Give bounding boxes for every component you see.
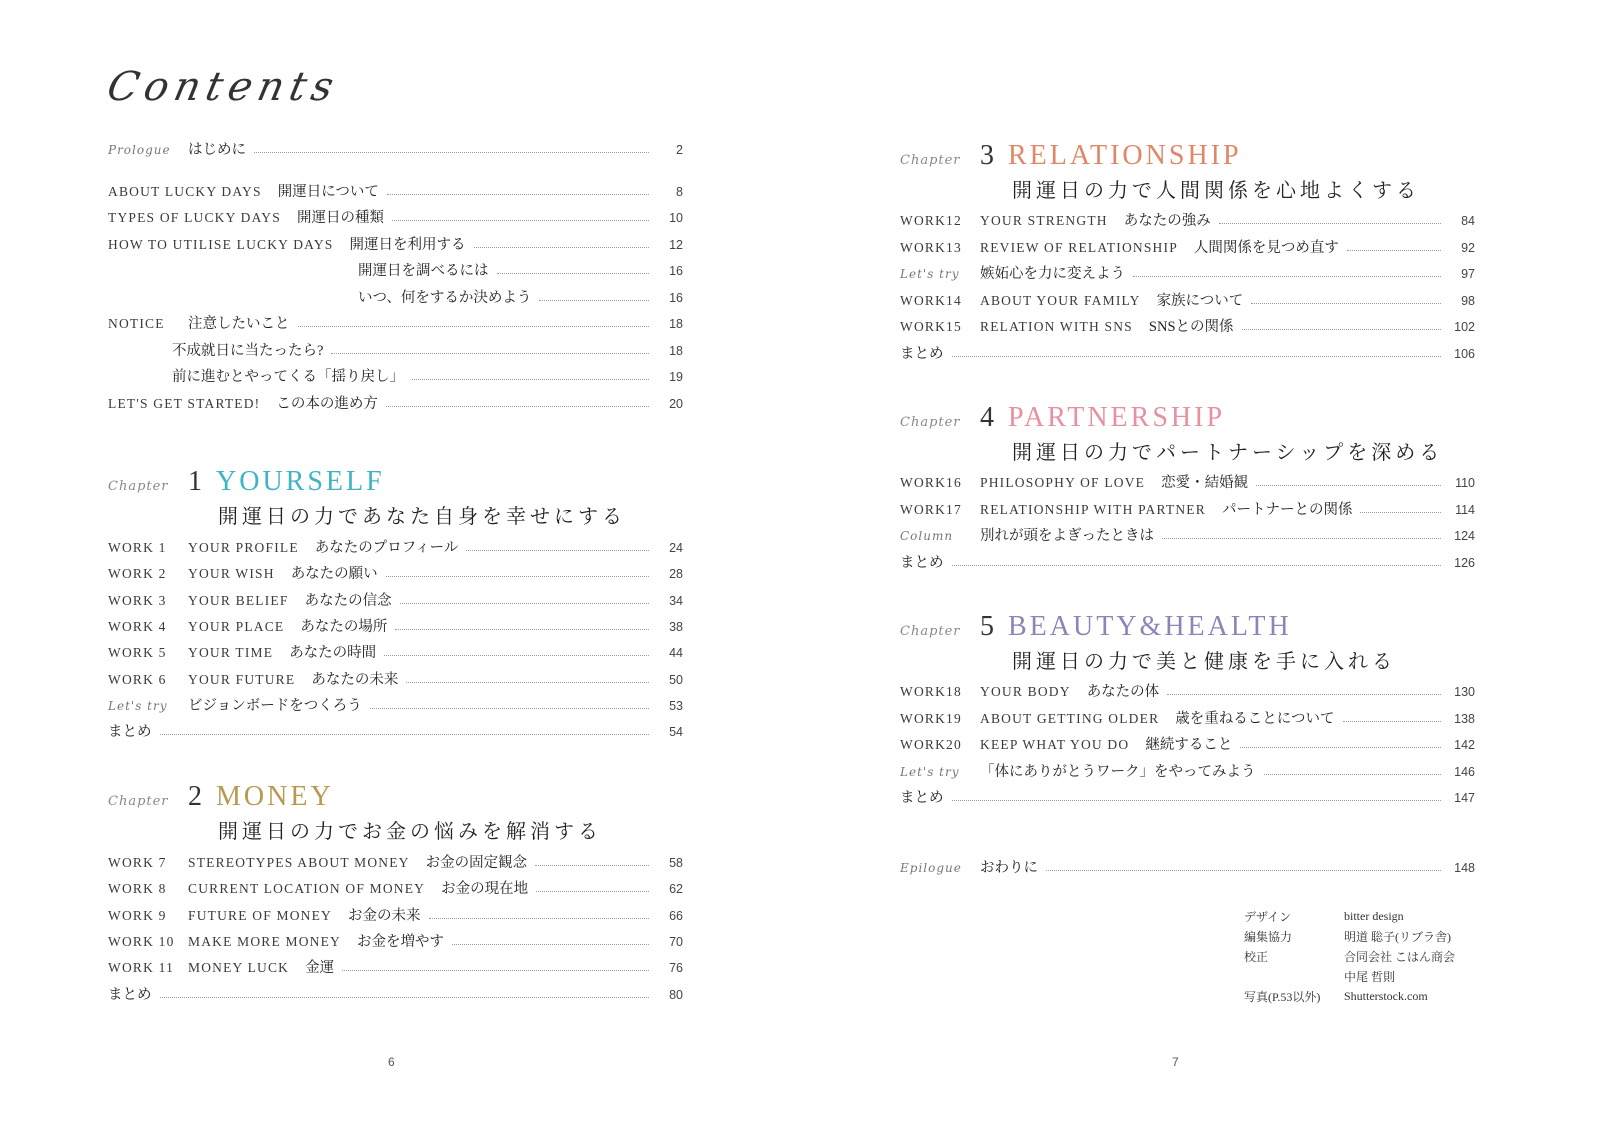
- page-ref: 142: [1454, 738, 1475, 752]
- leader-dots: [298, 325, 650, 327]
- toc-en-label: WORK 7: [108, 855, 167, 870]
- toc-jp: 開運日を利用する: [349, 237, 466, 253]
- toc-en-label: WORK 5: [108, 645, 167, 661]
- leader-dots: [952, 355, 1442, 357]
- credit-label: 写真(P.53以外): [1244, 989, 1321, 1004]
- toc-jp: 不成就日に当たったら?: [172, 343, 324, 359]
- page-ref: 70: [669, 934, 683, 949]
- credit-row: [1244, 986, 1455, 1006]
- toc-row[interactable]: [108, 233, 683, 255]
- toc-jp: お金を増やす: [357, 933, 444, 950]
- leader-dots: [386, 405, 649, 407]
- toc-row-prologue[interactable]: [108, 138, 683, 160]
- credit-value: 明道 聡子(リブラ舎): [1344, 929, 1451, 944]
- leader-dots: [160, 996, 650, 998]
- toc-jp: あなたの体: [1086, 684, 1160, 700]
- toc-row[interactable]: [108, 589, 683, 611]
- toc-row[interactable]: [900, 733, 1475, 755]
- toc-row[interactable]: [108, 983, 683, 1005]
- page-ref: 10: [669, 211, 683, 225]
- toc-jp: SNSとの関係: [1148, 319, 1234, 335]
- page-ref: 110: [1455, 476, 1475, 490]
- toc-en-label: ABOUT LUCKY DAYS: [108, 184, 262, 199]
- toc-en-label: TYPES OF LUCKY DAYS: [108, 210, 281, 225]
- toc-en-label: WORK 8: [108, 881, 167, 897]
- toc-jp: 「体にありがとうワーク」をやってみよう: [980, 763, 1256, 780]
- toc-row[interactable]: [900, 786, 1475, 808]
- toc-jp: あなたの未来: [311, 671, 399, 688]
- toc-en-label: LET'S GET STARTED!: [108, 396, 261, 411]
- chapter-2-heading: [108, 781, 334, 813]
- leader-dots: [952, 564, 1442, 566]
- toc-jp: お金の未来: [348, 907, 421, 924]
- leader-dots: [331, 352, 649, 354]
- toc-en-label: WORK 11: [108, 960, 175, 976]
- chapter-1-subtitle: 開運日の力であなた自身を幸せにする: [218, 506, 626, 528]
- toc-row[interactable]: [900, 315, 1475, 337]
- toc-row[interactable]: [108, 312, 683, 334]
- contents-title: Contents: [103, 64, 344, 110]
- toc-row[interactable]: [900, 707, 1475, 729]
- leader-dots: [254, 151, 649, 153]
- chapter-1-heading: [108, 466, 385, 498]
- leader-dots: [1219, 222, 1441, 224]
- leader-dots: [1251, 302, 1441, 304]
- chapter-5-heading: [900, 611, 1292, 643]
- chapter-title: MONEY: [216, 781, 334, 812]
- toc-en-label: WORK17: [900, 501, 962, 517]
- toc-en-label: WORK 2: [108, 566, 167, 582]
- leader-dots: [406, 681, 649, 683]
- page-ref: 2: [676, 143, 683, 157]
- leader-dots: [1162, 537, 1441, 539]
- toc-jp: あなたの信念: [304, 592, 392, 609]
- toc-row[interactable]: [108, 615, 683, 637]
- toc-row[interactable]: [900, 289, 1475, 311]
- toc-row[interactable]: [108, 339, 683, 361]
- toc-row[interactable]: [108, 180, 683, 202]
- toc-jp: 注意したいこと: [188, 316, 290, 332]
- toc-jp: 開運日を調べるには: [358, 263, 489, 279]
- toc-jp: この本の進め方: [276, 396, 378, 412]
- toc-jp: お金の現在地: [441, 881, 529, 898]
- chapter-word: Chapter: [900, 153, 961, 168]
- toc-en-title: RELATION WITH SNS: [980, 319, 1133, 334]
- toc-en-label: WORK 9: [108, 907, 167, 923]
- credit-label: 編集協力: [1244, 929, 1293, 944]
- toc-row[interactable]: [900, 551, 1475, 573]
- toc-en-title: MONEY LUCK: [188, 960, 290, 976]
- toc-jp: あなたの場所: [300, 618, 388, 635]
- toc-jp: あなたのプロフィール: [314, 540, 459, 556]
- page-ref: 126: [1454, 555, 1475, 570]
- toc-en-label: NOTICE: [108, 316, 165, 331]
- page-ref: 58: [669, 856, 683, 870]
- leader-dots: [400, 602, 649, 604]
- chapter-4-subtitle: 開運日の力でパートナーシップを深める: [1012, 442, 1444, 464]
- chapter-word: Chapter: [108, 479, 169, 494]
- page-ref: 102: [1454, 320, 1475, 334]
- toc-jp: まとめ: [108, 724, 152, 741]
- page-ref: 20: [669, 397, 683, 411]
- toc-jp: 歳を重ねることについて: [1175, 710, 1335, 727]
- toc-row[interactable]: [108, 286, 683, 308]
- chapter-3-subtitle: 開運日の力で人間関係を心地よくする: [1012, 180, 1420, 202]
- leader-dots: [1360, 511, 1441, 513]
- page-ref: 19: [669, 370, 683, 384]
- toc-jp: 開運日の種類: [296, 210, 384, 226]
- toc-en-label: WORK 10: [108, 933, 175, 949]
- leader-dots: [1046, 869, 1441, 871]
- page-ref: 124: [1454, 529, 1475, 543]
- toc-en-title: YOUR WISH: [188, 566, 275, 582]
- page-ref: 8: [676, 185, 683, 199]
- chapter-number: 3: [980, 140, 994, 171]
- page-number-right: 7: [1172, 1055, 1179, 1069]
- page-ref: 66: [669, 908, 683, 923]
- page-ref: 148: [1454, 861, 1475, 875]
- page-ref: 84: [1461, 214, 1475, 228]
- toc-en-label: WORK13: [900, 239, 962, 255]
- toc-row[interactable]: [108, 365, 683, 387]
- credit-row: [1244, 946, 1455, 966]
- credit-value: 合同会社 こはん商会: [1344, 949, 1456, 964]
- toc-row[interactable]: [900, 342, 1475, 364]
- toc-jp: あなたの願い: [290, 566, 378, 583]
- credit-value: 中尾 哲則: [1344, 969, 1396, 984]
- toc-row[interactable]: [108, 206, 683, 228]
- leader-dots: [466, 549, 649, 551]
- chapter-word: Chapter: [108, 794, 169, 809]
- toc-en-title: PHILOSOPHY OF LOVE: [980, 475, 1146, 490]
- toc-row[interactable]: [900, 760, 1475, 782]
- toc-jp: 恋愛・結婚観: [1161, 475, 1249, 491]
- toc-en-label: HOW TO UTILISE LUCKY DAYS: [108, 237, 334, 252]
- toc-row[interactable]: [108, 904, 683, 926]
- toc-jp: お金の固定観念: [425, 855, 528, 871]
- leader-dots: [1347, 249, 1441, 251]
- toc-jp: まとめ: [900, 345, 944, 362]
- leader-dots: [412, 378, 649, 380]
- leader-dots: [386, 575, 649, 577]
- page-ref: 147: [1454, 791, 1475, 805]
- toc-jp: はじめに: [188, 142, 246, 158]
- toc-row[interactable]: [900, 236, 1475, 258]
- leader-dots: [370, 707, 649, 709]
- leader-dots: [342, 969, 649, 971]
- leader-dots: [535, 864, 649, 866]
- toc-en-title: CURRENT LOCATION OF MONEY: [188, 881, 426, 897]
- page-ref: 146: [1454, 764, 1475, 779]
- page-ref: 16: [669, 264, 683, 278]
- leader-dots: [395, 628, 649, 630]
- toc-row[interactable]: [900, 524, 1475, 546]
- leader-dots: [1242, 328, 1441, 330]
- credit-label: 校正: [1244, 949, 1269, 964]
- leader-dots: [952, 799, 1442, 801]
- chapter-3-heading: [900, 140, 1242, 172]
- leader-dots: [429, 917, 649, 919]
- leader-dots: [387, 193, 649, 195]
- toc-row[interactable]: [108, 694, 683, 716]
- chapter-5-subtitle: 開運日の力で美と健康を手に入れる: [1012, 651, 1396, 673]
- toc-jp: 開運日について: [277, 184, 379, 200]
- toc-jp: まとめ: [108, 986, 152, 1003]
- leader-dots: [1167, 693, 1441, 695]
- toc-en-title: YOUR FUTURE: [188, 671, 296, 687]
- page-ref: 106: [1454, 346, 1475, 361]
- toc-row[interactable]: [108, 259, 683, 281]
- prologue-script: Prologue: [108, 143, 171, 157]
- lets-try-script: Column: [900, 529, 954, 543]
- page-ref: 97: [1461, 267, 1475, 281]
- toc-jp: ビジョンボードをつくろう: [188, 697, 362, 714]
- toc-en-label: WORK 4: [108, 618, 167, 634]
- toc-en-title: YOUR STRENGTH: [980, 213, 1108, 228]
- toc-jp: まとめ: [900, 790, 944, 806]
- toc-en-label: WORK 6: [108, 671, 167, 687]
- page-ref: 34: [669, 593, 683, 608]
- credits-block: [1244, 906, 1455, 1006]
- toc-en-label: WORK15: [900, 319, 962, 334]
- toc-en-title: ABOUT YOUR FAMILY: [980, 292, 1141, 308]
- chapter-word: Chapter: [900, 415, 961, 430]
- toc-row[interactable]: [900, 262, 1475, 284]
- page-number-left: 6: [388, 1055, 395, 1069]
- chapter-title: BEAUTY&HEALTH: [1008, 611, 1292, 642]
- chapter-number: 5: [980, 611, 994, 642]
- page-ref: 28: [669, 567, 683, 582]
- toc-row[interactable]: [108, 956, 683, 978]
- leader-dots: [160, 733, 650, 735]
- page-ref: 44: [669, 646, 683, 661]
- credit-label: デザイン: [1244, 909, 1292, 924]
- chapter-number: 4: [980, 402, 994, 433]
- toc-en-title: STEREOTYPES ABOUT MONEY: [188, 855, 410, 870]
- credit-row: [1244, 906, 1455, 926]
- credit-row: [1244, 926, 1455, 946]
- chapter-title: YOURSELF: [216, 466, 385, 497]
- toc-en-label: WORK 3: [108, 592, 167, 608]
- leader-dots: [1264, 773, 1442, 775]
- leader-dots: [536, 890, 649, 892]
- chapter-title: RELATIONSHIP: [1008, 140, 1242, 171]
- page-ref: 138: [1454, 711, 1475, 726]
- leader-dots: [1256, 484, 1441, 486]
- page-ref: 130: [1454, 685, 1475, 699]
- toc-jp: いつ、何をするか決めよう: [358, 290, 532, 306]
- toc-en-title: YOUR PROFILE: [188, 540, 299, 555]
- toc-row[interactable]: [108, 668, 683, 690]
- toc-en-title: RELATIONSHIP WITH PARTNER: [980, 501, 1206, 517]
- credit-value: bitter design: [1344, 908, 1404, 923]
- page-ref: 76: [669, 961, 683, 976]
- toc-en-label: WORK18: [900, 684, 962, 699]
- page-ref: 114: [1455, 502, 1475, 517]
- leader-dots: [539, 299, 649, 301]
- toc-en-title: YOUR PLACE: [188, 618, 285, 634]
- page-ref: 62: [669, 882, 683, 897]
- toc-en-label: WORK 1: [108, 540, 167, 555]
- page-ref: 18: [669, 317, 683, 331]
- page-ref: 54: [669, 725, 683, 740]
- toc-en-title: MAKE MORE MONEY: [188, 933, 341, 949]
- leader-dots: [1343, 720, 1441, 722]
- toc-jp: 人間関係を見つめ直す: [1193, 239, 1339, 256]
- lets-try-script: Let's try: [900, 267, 960, 281]
- page-ref: 80: [669, 987, 683, 1002]
- toc-en-label: WORK12: [900, 213, 962, 228]
- toc-row[interactable]: [108, 536, 683, 558]
- toc-jp: パートナーとの関係: [1221, 501, 1353, 518]
- leader-dots: [392, 219, 649, 221]
- toc-jp: あなたの強み: [1123, 213, 1211, 229]
- toc-jp: おわりに: [980, 860, 1038, 876]
- page-ref: 18: [669, 344, 683, 358]
- epilogue-script: Epilogue: [900, 861, 962, 875]
- chapter-number: 2: [188, 781, 202, 812]
- leader-dots: [384, 654, 649, 656]
- chapter-4-heading: [900, 402, 1225, 434]
- lets-try-script: Let's try: [900, 764, 960, 779]
- leader-dots: [474, 246, 649, 248]
- right-page: [800, 0, 1600, 1135]
- toc-jp: 嫉妬心を力に変えよう: [980, 266, 1125, 282]
- leader-dots: [1240, 746, 1441, 748]
- page-ref: 16: [669, 291, 683, 305]
- toc-jp: あなたの時間: [289, 645, 377, 662]
- lets-try-script: Let's try: [108, 698, 168, 713]
- toc-jp: 継続すること: [1145, 737, 1233, 753]
- toc-jp: 前に進むとやってくる「揺り戻し」: [172, 369, 404, 385]
- toc-en-label: WORK19: [900, 710, 962, 726]
- toc-row[interactable]: [108, 877, 683, 899]
- toc-row[interactable]: [900, 680, 1475, 702]
- chapter-number: 1: [188, 466, 202, 497]
- toc-row[interactable]: [108, 392, 683, 414]
- toc-row[interactable]: [900, 209, 1475, 231]
- toc-row[interactable]: [108, 641, 683, 663]
- chapter-word: Chapter: [900, 624, 961, 639]
- toc-jp: まとめ: [900, 554, 944, 571]
- toc-jp: 家族について: [1156, 292, 1244, 309]
- page-ref: 12: [669, 238, 683, 252]
- toc-en-title: YOUR BELIEF: [188, 592, 289, 608]
- leader-dots: [452, 943, 649, 945]
- credit-row: [1244, 966, 1455, 986]
- toc-en-label: WORK14: [900, 292, 962, 308]
- leader-dots: [1133, 275, 1441, 277]
- page-ref: 24: [669, 541, 683, 555]
- toc-en-title: REVIEW OF RELATIONSHIP: [980, 239, 1178, 255]
- leader-dots: [497, 272, 650, 274]
- page-ref: 38: [669, 619, 683, 634]
- toc-row[interactable]: [108, 720, 683, 742]
- credit-value: Shutterstock.com: [1344, 988, 1428, 1003]
- toc-row[interactable]: [108, 562, 683, 584]
- toc-jp: 別れが頭をよぎったときは: [980, 528, 1154, 544]
- toc-en-title: KEEP WHAT YOU DO: [980, 737, 1130, 752]
- toc-row[interactable]: [900, 471, 1475, 493]
- toc-row[interactable]: [108, 930, 683, 952]
- chapter-2-subtitle: 開運日の力でお金の悩みを解消する: [218, 821, 602, 843]
- toc-row-epilogue[interactable]: [900, 856, 1475, 878]
- toc-jp: 金運: [305, 960, 335, 977]
- chapter-title: PARTNERSHIP: [1008, 402, 1226, 433]
- toc-en-label: WORK16: [900, 475, 962, 490]
- page-ref: 98: [1461, 293, 1475, 308]
- toc-en-title: FUTURE OF MONEY: [188, 907, 333, 923]
- toc-row[interactable]: [108, 851, 683, 873]
- toc-en-label: WORK20: [900, 737, 962, 752]
- page-ref: 92: [1461, 240, 1475, 255]
- page-ref: 50: [669, 672, 683, 687]
- page-ref: 53: [669, 698, 683, 713]
- toc-row[interactable]: [900, 498, 1475, 520]
- toc-en-title: ABOUT GETTING OLDER: [980, 710, 1160, 726]
- toc-en-title: YOUR TIME: [188, 645, 274, 661]
- toc-en-title: YOUR BODY: [980, 684, 1071, 699]
